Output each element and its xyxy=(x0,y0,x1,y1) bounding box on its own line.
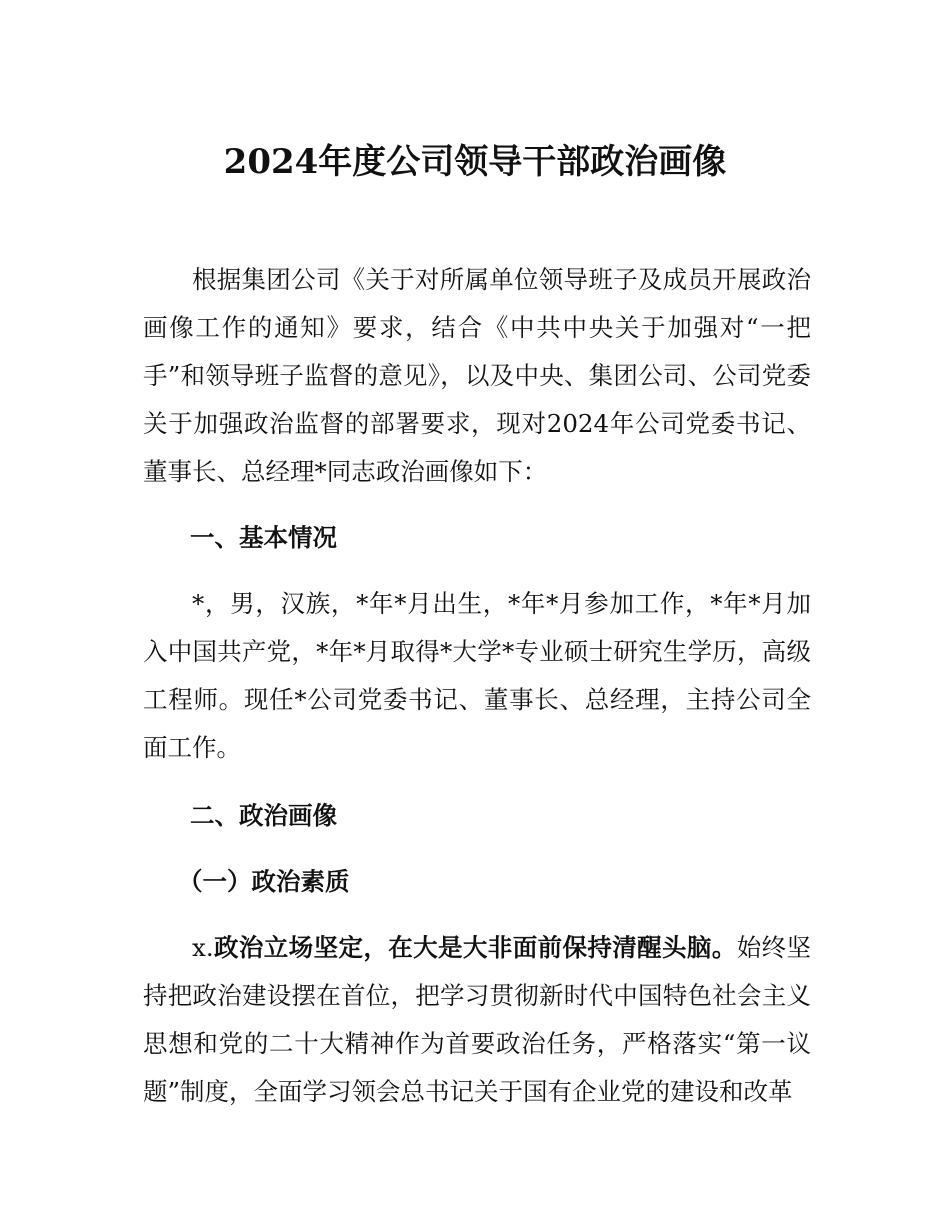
document-title: 2024年度公司领导干部政治画像 xyxy=(223,141,727,182)
basic-info-paragraph: *，男，汉族，*年*月出生，*年*月参加工作，*年*月加入中国共产党，*年*月取得*大学*专业硕士研究生学历，高级工程师。现任*公司党委书记、董事长、总经理，主持公司全面工作。 xyxy=(143,589,811,762)
subsection-heading-political-quality: （一）政治素质 xyxy=(178,867,350,896)
section-heading-political-portrait: 二、政治画像 xyxy=(190,801,337,830)
political-quality-item-paragraph xyxy=(143,924,811,1116)
item-lead-sentence: 政治立场坚定，在大是大非面前保持清醒头脑。 xyxy=(213,933,737,962)
item-number: x. xyxy=(192,933,214,962)
section-heading-basic-info: 一、基本情况 xyxy=(190,523,337,552)
item-body-text: 始终坚持把政治建设摆在首位，把学习贯彻新时代中国特色社会主义思想和党的二十大精神作为首要政治任务，严格落实“第一议题”制度，全面学习领会总书记关于国有企业党的建设和改革 xyxy=(143,933,812,1106)
intro-paragraph: 根据集团公司《关于对所属单位领导班子及成员开展政治画像工作的通知》要求，结合《中共中央关于加强对“一把手”和领导班子监督的意见》，以及中央、集团公司、公司党委关于加强政治监督的部署要求，现对2024年公司党委书记、董事长、总经理*同志政治画像如下： xyxy=(143,265,811,486)
